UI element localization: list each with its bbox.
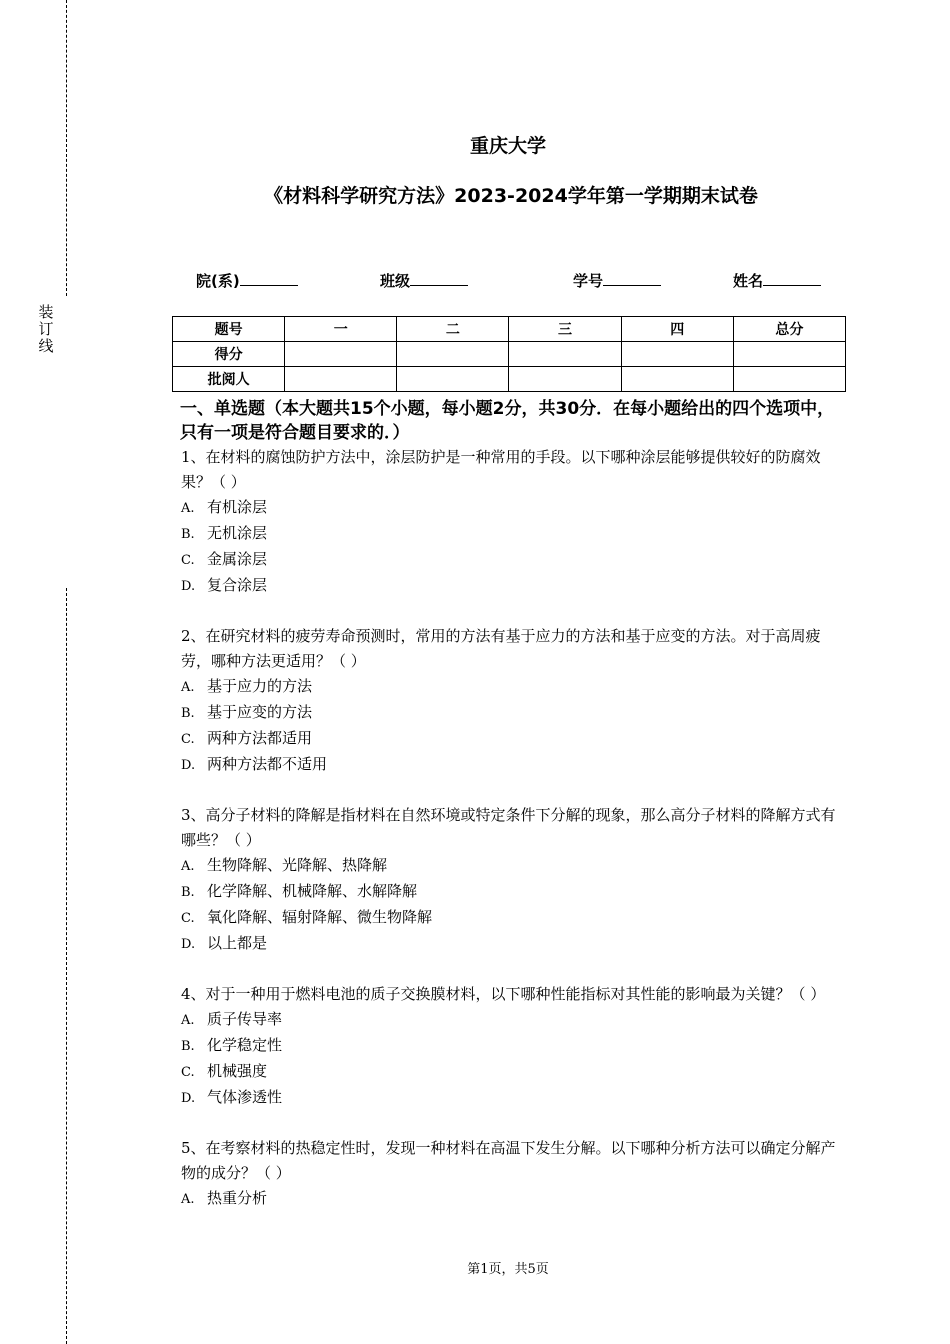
score-cell[interactable] [285, 342, 397, 367]
option-item[interactable] [181, 726, 846, 752]
option-text: 热重分析 [207, 1189, 268, 1207]
score-header-cell: 二 [397, 317, 509, 342]
option-text: 质子传导率 [207, 1010, 283, 1028]
option-letter: C. [181, 911, 195, 926]
option-letter: D. [181, 937, 196, 952]
option-text: 以上都是 [207, 934, 268, 952]
option-item[interactable] [181, 905, 846, 931]
option-letter: C. [181, 1065, 195, 1080]
score-cell[interactable] [509, 367, 621, 392]
option-text: 复合涂层 [207, 576, 268, 594]
option-text: 无机涂层 [207, 524, 268, 542]
option-letter: D. [181, 758, 196, 773]
binding-label [37, 304, 55, 355]
option-text: 氧化降解、辐射降解、微生物降解 [207, 908, 433, 926]
option-text: 机械强度 [207, 1062, 268, 1080]
binding-dashed-line-bottom [66, 588, 67, 1344]
option-item[interactable] [181, 931, 846, 957]
option-item[interactable] [181, 1007, 846, 1033]
option-text: 金属涂层 [207, 550, 268, 568]
option-text: 两种方法都适用 [207, 729, 313, 747]
option-letter: A. [181, 859, 195, 874]
option-text: 两种方法都不适用 [207, 755, 328, 773]
option-item[interactable] [181, 1033, 846, 1059]
question-stem: 2、在研究材料的疲劳寿命预测时，常用的方法有基于应力的方法和基于应变的方法。对于高周疲劳，哪种方法更适用？（ ） [181, 627, 821, 670]
score-header-cell: 题号 [173, 317, 285, 342]
option-text: 有机涂层 [207, 498, 268, 516]
question-item [181, 803, 846, 957]
info-field-department[interactable] [196, 270, 298, 291]
score-header-cell: 总分 [733, 317, 845, 342]
score-table [172, 316, 846, 392]
university-title: 重庆大学 [469, 135, 546, 157]
info-field-class[interactable] [380, 270, 468, 291]
question-item [181, 624, 846, 778]
option-letter: C. [181, 732, 195, 747]
question-item [181, 445, 846, 599]
score-cell[interactable] [285, 367, 397, 392]
question-stem: 1、在材料的腐蚀防护方法中，涂层防护是一种常用的手段。以下哪种涂层能够提供较好的防腐效果？（ ） [181, 448, 821, 491]
option-item[interactable] [181, 547, 846, 573]
score-header-cell: 一 [285, 317, 397, 342]
option-item[interactable] [181, 495, 846, 521]
option-item[interactable] [181, 1186, 846, 1212]
option-letter: A. [181, 1192, 195, 1207]
score-table-header-row [173, 317, 846, 342]
option-text: 基于应力的方法 [207, 677, 313, 695]
option-text: 化学降解、机械降解、水解降解 [207, 882, 418, 900]
option-letter: B. [181, 885, 195, 900]
option-letter: B. [181, 527, 195, 542]
score-cell[interactable] [621, 367, 733, 392]
score-cell[interactable] [397, 342, 509, 367]
option-letter: B. [181, 1039, 195, 1054]
info-label: 班级 [380, 272, 411, 290]
question-list [181, 445, 846, 1237]
info-field-student-id[interactable] [573, 270, 661, 291]
score-cell[interactable] [397, 367, 509, 392]
info-blank[interactable] [603, 271, 661, 286]
info-label: 院(系) [196, 272, 240, 290]
score-cell[interactable] [621, 342, 733, 367]
question-stem: 3、高分子材料的降解是指材料在自然环境或特定条件下分解的现象，那么高分子材料的降解方式有哪些？（ ） [181, 806, 836, 849]
exam-title: 《材料科学研究方法》2023-2024学年第一学期期末试卷 [264, 185, 758, 207]
section-heading: 一、单选题（本大题共15个小题，每小题2分，共30分．在每小题给出的四个选项中，只有一项是符合题目要求的．） [180, 399, 835, 443]
option-text: 基于应变的方法 [207, 703, 313, 721]
info-blank[interactable] [410, 271, 468, 286]
score-header-cell: 三 [509, 317, 621, 342]
option-letter: B. [181, 706, 195, 721]
option-letter: A. [181, 501, 195, 516]
score-row-label: 批阅人 [173, 367, 285, 392]
page-footer: 第1页，共5页 [467, 1262, 549, 1277]
option-letter: D. [181, 1091, 196, 1106]
option-item[interactable] [181, 521, 846, 547]
score-cell[interactable] [509, 342, 621, 367]
option-text: 气体渗透性 [207, 1088, 283, 1106]
question-item [181, 982, 846, 1111]
option-item[interactable] [181, 879, 846, 905]
option-item[interactable] [181, 1059, 846, 1085]
score-cell[interactable] [733, 367, 845, 392]
info-field-name[interactable] [733, 270, 821, 291]
option-letter: D. [181, 579, 196, 594]
option-text: 化学稳定性 [207, 1036, 283, 1054]
option-letter: C. [181, 553, 195, 568]
option-item[interactable] [181, 700, 846, 726]
binding-char: 装 [38, 303, 54, 321]
option-letter: A. [181, 1013, 195, 1028]
score-table-row [173, 342, 846, 367]
info-blank[interactable] [240, 271, 298, 286]
option-item[interactable] [181, 752, 846, 778]
question-stem: 5、在考察材料的热稳定性时，发现一种材料在高温下发生分解。以下哪种分析方法可以确定分解产物的成分？（ ） [181, 1139, 836, 1182]
info-label: 学号 [573, 272, 604, 290]
score-header-cell: 四 [621, 317, 733, 342]
binding-char: 线 [38, 337, 54, 355]
option-text: 生物降解、光降解、热降解 [207, 856, 388, 874]
question-item [181, 1136, 846, 1212]
option-item[interactable] [181, 674, 846, 700]
option-letter: A. [181, 680, 195, 695]
score-cell[interactable] [733, 342, 845, 367]
option-item[interactable] [181, 573, 846, 599]
info-blank[interactable] [763, 271, 821, 286]
option-item[interactable] [181, 853, 846, 879]
question-stem: 4、对于一种用于燃料电池的质子交换膜材料，以下哪种性能指标对其性能的影响最为关键？（ ） [181, 985, 826, 1003]
option-item[interactable] [181, 1085, 846, 1111]
info-label: 姓名 [733, 272, 764, 290]
score-table-row [173, 367, 846, 392]
score-row-label: 得分 [173, 342, 285, 367]
binding-char: 订 [38, 320, 54, 338]
